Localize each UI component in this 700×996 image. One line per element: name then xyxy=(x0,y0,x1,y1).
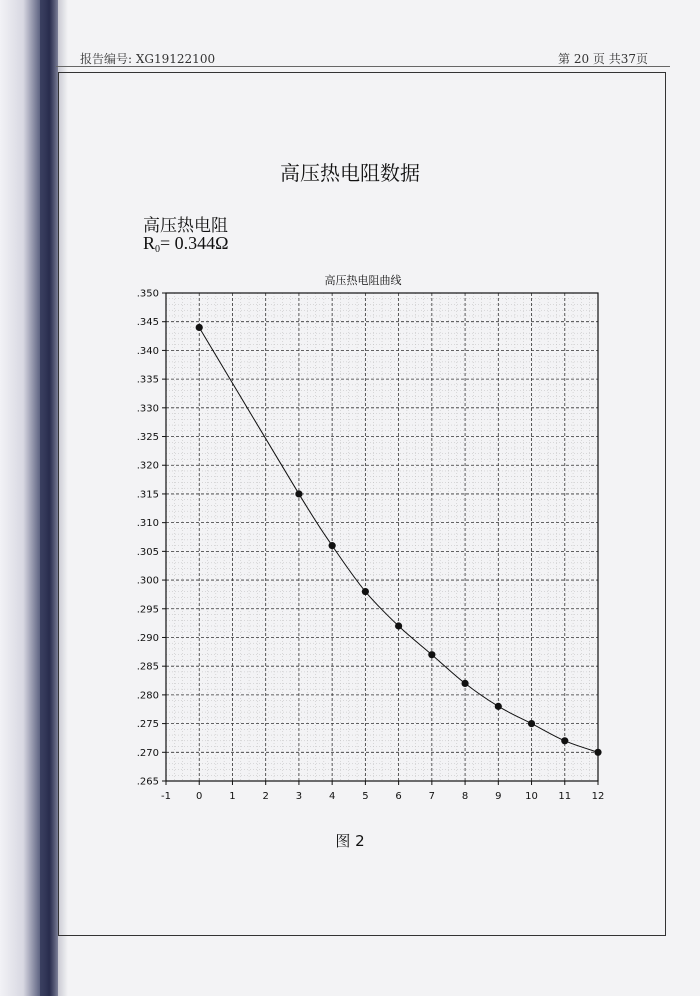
y-tick-label: .310 xyxy=(136,518,159,530)
x-tick-label: 7 xyxy=(428,791,436,802)
resistor-name: 高压热电阻 xyxy=(143,216,228,236)
y-tick-label: .345 xyxy=(136,317,159,329)
x-tick-label: 12 xyxy=(591,791,605,802)
y-tick-label: .280 xyxy=(136,690,159,702)
x-tick-label: 10 xyxy=(525,791,538,802)
y-tick-label: .330 xyxy=(136,403,159,415)
x-tick-label: 5 xyxy=(362,791,369,802)
y-tick-label: .270 xyxy=(136,747,159,759)
data-point xyxy=(461,680,468,687)
x-tick-label: 2 xyxy=(262,791,269,802)
data-point xyxy=(594,749,601,756)
y-tick-label: .340 xyxy=(136,345,159,357)
r0-number: = 0.344Ω xyxy=(160,233,229,253)
y-tick-label: .295 xyxy=(136,604,159,616)
y-tick-label: .305 xyxy=(136,546,159,558)
x-tick-label: 1 xyxy=(229,791,236,802)
y-tick-label: .300 xyxy=(136,575,159,587)
data-point xyxy=(495,703,502,710)
x-tick-label: 4 xyxy=(328,791,336,802)
x-tick-label: 9 xyxy=(495,791,502,802)
data-point xyxy=(528,720,535,727)
x-tick-label: 11 xyxy=(558,791,572,802)
y-tick-label: .350 xyxy=(136,288,159,300)
r0-subscript: 0 xyxy=(155,244,161,255)
y-tick-label: .275 xyxy=(136,719,159,731)
x-tick-label: 0 xyxy=(196,791,203,802)
y-tick-label: .320 xyxy=(136,460,159,472)
data-point xyxy=(428,651,435,658)
x-tick-label: 8 xyxy=(461,791,469,802)
x-tick-label: 6 xyxy=(395,791,402,802)
figure-caption: 图 2 xyxy=(335,832,365,850)
data-point xyxy=(329,542,336,549)
data-point xyxy=(295,490,302,497)
page-info: 第 20 页 共37页 xyxy=(558,52,648,66)
data-point xyxy=(395,622,402,629)
y-tick-label: .335 xyxy=(136,374,159,386)
y-tick-label: .325 xyxy=(136,432,159,444)
data-point xyxy=(362,588,369,595)
report-number-label: 报告编号: xyxy=(80,52,133,66)
x-tick-label: -1 xyxy=(161,791,171,802)
r0-symbol: R xyxy=(143,233,156,253)
y-tick-label: .285 xyxy=(136,661,159,673)
x-tick-label: 3 xyxy=(295,791,303,802)
y-tick-label: .265 xyxy=(136,776,159,788)
y-tick-label: .315 xyxy=(136,489,159,501)
y-tick-label: .290 xyxy=(136,632,159,644)
page-title: 高压热电阻数据 xyxy=(280,161,420,185)
report-number-value: XG19122100 xyxy=(135,52,216,66)
chart-title: 高压热电阻曲线 xyxy=(324,274,402,287)
data-point xyxy=(561,737,568,744)
data-point xyxy=(196,324,203,331)
